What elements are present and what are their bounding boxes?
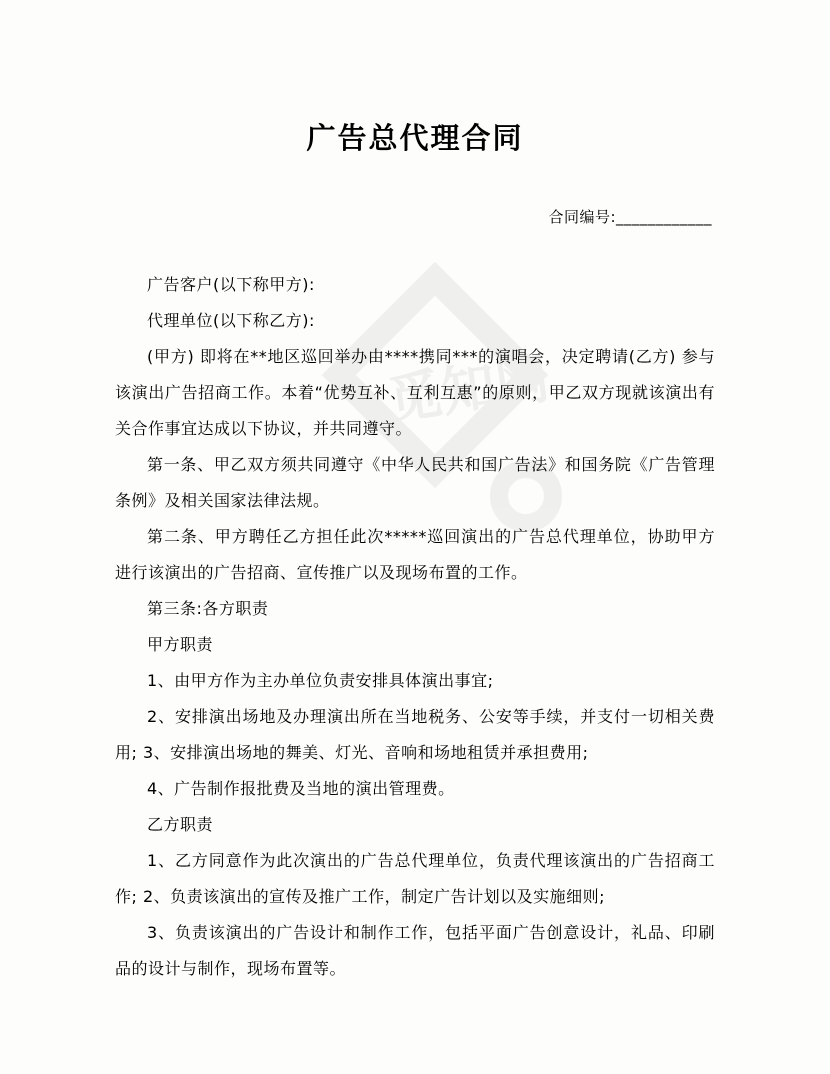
paragraph: 甲方职责	[147, 635, 214, 654]
paragraph: (甲方) 即将在**地区巡回举办由****携同***的演唱会，决定聘请(乙方) 参与该演出广告招商工作。本着“优势互补、互利互惠”的原则，甲乙双方现就该演出有关合作事宜达成以下协议，并共同遵守。	[115, 347, 715, 438]
paragraph: 第一条、甲乙双方须共同遵守《中华人民共和国广告法》和国务院《广告管理条例》及相关国家法律法规。	[115, 455, 715, 510]
document-body	[0, 267, 830, 987]
paragraph: 第三条:各方职责	[147, 599, 269, 618]
paragraph: 乙方职责	[147, 815, 214, 834]
paragraph: 广告客户(以下称甲方):	[147, 275, 315, 294]
paragraph: 第二条、甲方聘任乙方担任此次*****巡回演出的广告总代理单位，协助甲方进行该演出的广告招商、宣传推广以及现场布置的工作。	[115, 527, 715, 582]
paragraph: 1、由甲方作为主办单位负责安排具体演出事宜;	[147, 671, 494, 690]
contract-number: 合同编号:____________	[548, 208, 712, 226]
paragraph: 2、安排演出场地及办理演出所在当地税务、公安等手续，并支付一切相关费用; 3、安排演出场地的舞美、灯光、音响和场地租赁并承担费用;	[115, 707, 715, 762]
paragraph: 1、乙方同意作为此次演出的广告总代理单位，负责代理该演出的广告招商工作; 2、负责该演出的宣传及推广工作，制定广告计划以及实施细则;	[115, 851, 715, 906]
paragraph: 代理单位(以下称乙方):	[147, 311, 315, 330]
watermark-text: 觅知网	[383, 346, 554, 432]
paragraph: 4、广告制作报批费及当地的演出管理费。	[147, 779, 455, 798]
paragraph: 3、负责该演出的广告设计和制作工作，包括平面广告创意设计，礼品、印刷品的设计与制作，现场布置等。	[115, 923, 715, 978]
document-title: 广告总代理合同	[306, 121, 524, 155]
document-content	[0, 120, 830, 987]
